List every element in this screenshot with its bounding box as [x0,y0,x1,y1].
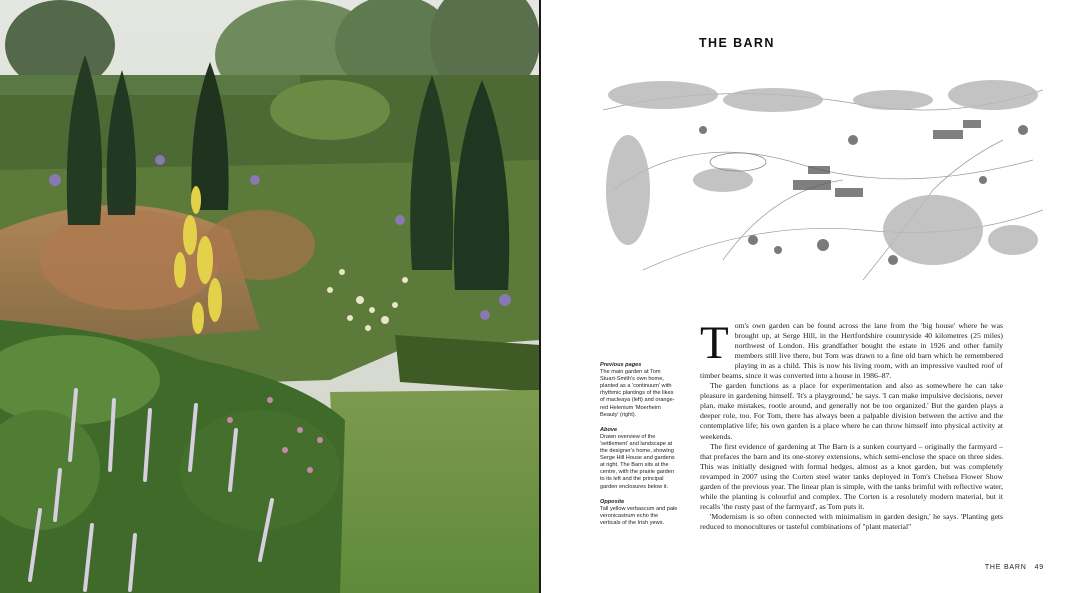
drop-cap: T [700,317,729,369]
chapter-title: THE BARN [699,36,775,50]
caption-above [600,427,678,491]
paragraph-text: om's own garden can be found across the lane from the 'big house' where he was brought up, at Serge Hill, in the Hertfordshire countryside 40 kilometres (25 miles) northwest of London. His grandfather bought the estate in 1926 and other family members still live there, but Tom was drawn to a fine old barn which he remembered playing in as a child. This is now his living room, with an impressive vaulted roof of timber beams, since it was converted into a house in 1986–87. [700,321,1003,381]
body-paragraph: 'Modernism is so often connected with minimalism in garden design,' he says. 'Planting gets reduced to monocultures or tasteful combinations of "plant material" [700,511,1003,531]
body-paragraph: The first evidence of gardening at The Barn is a sunken courtyard – originally the farmyard – that prefaces the barn and its one-storey extensions, which semi-enclose the space on three sides. This was initially designed with formal hedges, almost as a knot garden, but was completely revamped in 2007 using the Corten steel water tanks deployed in Tom's Chelsea Flower Show garden of the previous year. The linear plan is simple, with the tanks brimful with reflective water, while the planting is colourful and complex. The Corten is a resolutely modern material, but it recalls 'the rusty past of the farmyard', as Tom puts it. [700,441,1003,511]
aerial-sketch-illustration [603,70,1043,288]
caption-column [600,362,678,535]
caption-heading: Previous pages [600,362,642,368]
caption-text: Drawn overview of the 'settlement' and landscape at the designer's home, showing Serge Hill House and gardens at right. The Barn sits at the centre, with the prairie garden to its left and the principal garden enclosures below it. [600,433,675,490]
folio-label: THE BARN [984,564,1027,571]
body-paragraph [700,317,1003,381]
body-text [700,317,1003,532]
caption-text: The main garden at Tom Stuart-Smith's own home, planted as a 'continuum' with rhythmic plantings of the likes of macleaya (left) and orange-red Helenium 'Moerheim Beauty' (right). [600,369,675,418]
caption-text: Tall yellow verbascum and pale veronicastrum echo the verticals of the Irish yews. [600,505,678,526]
caption-heading: Above [600,426,618,433]
caption-previous-pages [600,362,678,419]
text-page [541,0,1080,593]
page-number: 49 [1034,564,1044,571]
caption-heading: Opposite [600,498,625,505]
caption-opposite [600,499,678,527]
page-folio [977,564,1044,571]
body-paragraph: The garden functions as a place for experimentation and also as somewhere he can take pleasure in gardening himself. 'It's a playground,' he says. 'I can make impulsive decisions, never plan, make mistakes, rootle around, and generally not be too organized.' But the garden plays a deeper role, too. For Tom, there has always been a palpable division between the active and the contemplative life; his own garden is a place where he can throw himself into physical activity at weekends. [700,381,1003,441]
